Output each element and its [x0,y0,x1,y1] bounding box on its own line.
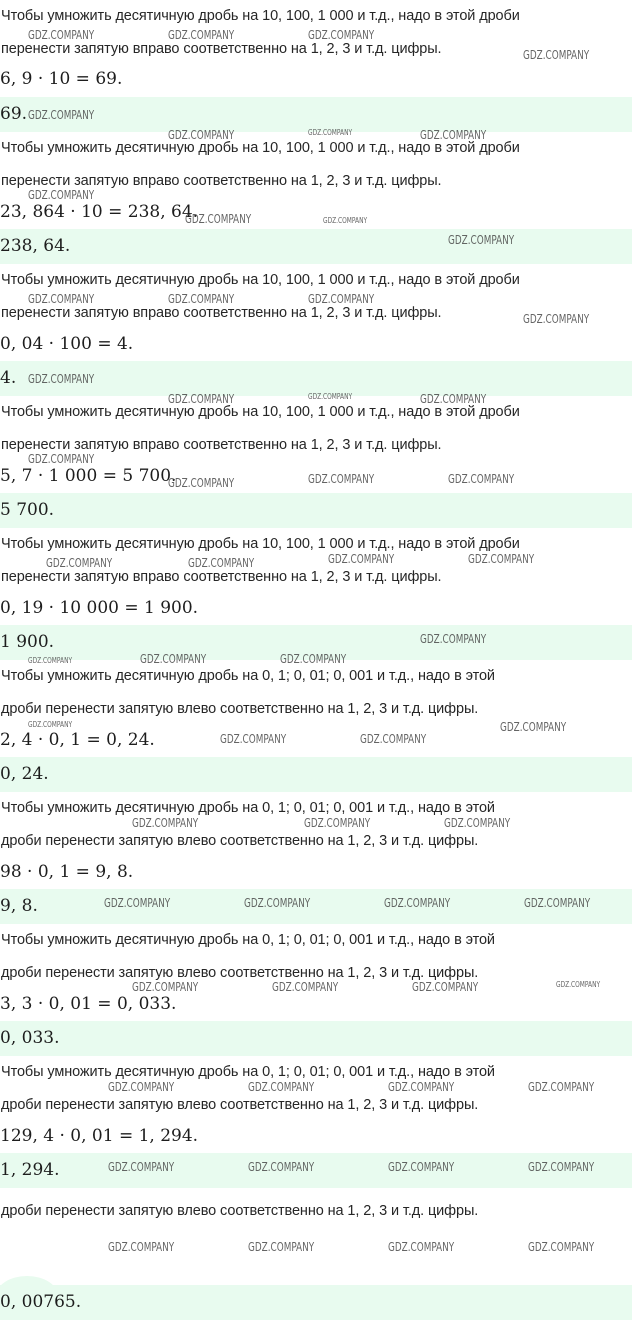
answer-text: 1, 294. [0,1160,60,1180]
rule-line: Чтобы умножить десятичную дробь на 0, 1; 0, 01; 0, 001 и т.д., надо в этой [1,932,495,948]
answer-text: 5 700. [0,500,55,520]
watermark-text: GDZ.COMPANY [360,732,427,746]
rule-line: Чтобы умножить десятичную дробь на 10, 100, 1 000 и т.д., надо в этой дроби [1,536,520,552]
watermark-text: GDZ.COMPANY [104,896,171,910]
answer-row [0,1021,632,1056]
watermark-text: GDZ.COMPANY [280,652,347,666]
equation: 5, 7 · 1 000 = 5 700. [0,466,177,486]
rule-text [1,660,632,726]
watermark-text: GDZ.COMPANY [140,652,207,666]
watermark-text: GDZ.COMPANY [308,28,375,42]
answer-text: 1 900. [0,632,55,652]
watermark-text: GDZ.COMPANY [308,392,353,401]
watermark-text: GDZ.COMPANY [420,128,487,142]
watermark-text: GDZ.COMPANY [524,896,591,910]
rule-line: перенести запятую вправо соответственно на 1, 2, 3 и т.д. цифры. [1,305,442,321]
watermark-text: GDZ.COMPANY [28,720,73,729]
watermark-text: GDZ.COMPANY [28,108,95,122]
watermark-text: GDZ.COMPANY [272,980,339,994]
rule-line: дроби перенести запятую влево соответственно на 1, 2, 3 и т.д. цифры. [1,1203,479,1219]
answer-text: 0, 00765. [0,1292,82,1312]
watermark-text: GDZ.COMPANY [308,472,375,486]
rule-line: дроби перенести запятую влево соответственно на 1, 2, 3 и т.д. цифры. [1,965,479,981]
watermark-text: GDZ.COMPANY [384,896,451,910]
watermark-text: GDZ.COMPANY [448,233,515,247]
watermark-text: GDZ.COMPANY [412,980,479,994]
answer-row [0,757,632,792]
equation: 6, 9 · 10 = 69. [0,69,123,89]
equation: 0, 04 · 100 = 4. [0,334,134,354]
rule-text [1,396,632,462]
watermark-text: GDZ.COMPANY [248,1080,315,1094]
watermark-text: GDZ.COMPANY [46,556,113,570]
equation: 0, 19 · 10 000 = 1 900. [0,598,199,618]
watermark-text: GDZ.COMPANY [468,552,535,566]
rule-text [1,1195,632,1228]
answer-row [0,493,632,528]
answer-text: 69. [0,104,28,124]
watermark-text: GDZ.COMPANY [220,732,287,746]
watermark-text: GDZ.COMPANY [168,28,235,42]
watermark-text: GDZ.COMPANY [168,392,235,406]
rule-line: Чтобы умножить десятичную дробь на 0, 1; 0, 01; 0, 001 и т.д., надо в этой [1,1064,495,1080]
answer-text: 238, 64. [0,236,71,256]
rule-line: перенести запятую вправо соответственно на 1, 2, 3 и т.д. цифры. [1,437,442,453]
watermark-text: GDZ.COMPANY [448,472,515,486]
watermark-text: GDZ.COMPANY [248,1240,315,1254]
watermark-text: GDZ.COMPANY [304,816,371,830]
watermark-text: GDZ.COMPANY [185,212,252,226]
watermark-text: GDZ.COMPANY [308,128,353,137]
rule-line: Чтобы умножить десятичную дробь на 0, 1; 0, 01; 0, 001 и т.д., надо в этой [1,668,495,684]
answer-text: 9, 8. [0,896,38,916]
answer-row [0,97,632,132]
watermark-text: GDZ.COMPANY [523,312,590,326]
rule-line: Чтобы умножить десятичную дробь на 10, 100, 1 000 и т.д., надо в этой дроби [1,404,520,420]
rule-line: Чтобы умножить десятичную дробь на 10, 100, 1 000 и т.д., надо в этой дроби [1,140,520,156]
watermark-text: GDZ.COMPANY [444,816,511,830]
watermark-text: GDZ.COMPANY [528,1240,595,1254]
equation: 3, 3 · 0, 01 = 0, 033. [0,994,177,1014]
answer-row [0,1285,632,1320]
watermark-text: GDZ.COMPANY [323,216,368,225]
watermark-text: GDZ.COMPANY [420,632,487,646]
rule-line: дроби перенести запятую влево соответственно на 1, 2, 3 и т.д. цифры. [1,1097,479,1113]
watermark-text: GDZ.COMPANY [420,392,487,406]
rule-line: дроби перенести запятую влево соответственно на 1, 2, 3 и т.д. цифры. [1,701,479,717]
rule-line: Чтобы умножить десятичную дробь на 0, 1; 0, 01; 0, 001 и т.д., надо в этой [1,800,495,816]
watermark-text: GDZ.COMPANY [108,1160,175,1174]
rule-line: дроби перенести запятую влево соответственно на 1, 2, 3 и т.д. цифры. [1,833,479,849]
equation: 2, 4 · 0, 1 = 0, 24. [0,730,155,750]
watermark-text: GDZ.COMPANY [28,28,95,42]
watermark-text: GDZ.COMPANY [168,476,235,490]
watermark-text: GDZ.COMPANY [248,1160,315,1174]
watermark-text: GDZ.COMPANY [132,980,199,994]
equation: 98 · 0, 1 = 9, 8. [0,862,134,882]
watermark-text: GDZ.COMPANY [28,372,95,386]
rule-line: перенести запятую вправо соответственно на 1, 2, 3 и т.д. цифры. [1,41,442,57]
answer-text: 0, 24. [0,764,49,784]
watermark-text: GDZ.COMPANY [556,980,601,989]
watermark-text: GDZ.COMPANY [28,188,95,202]
watermark-text: GDZ.COMPANY [28,656,73,665]
watermark-text: GDZ.COMPANY [168,128,235,142]
watermark-text: GDZ.COMPANY [388,1080,455,1094]
watermark-text: GDZ.COMPANY [523,48,590,62]
rule-line: перенести запятую вправо соответственно на 1, 2, 3 и т.д. цифры. [1,569,442,585]
watermark-text: GDZ.COMPANY [388,1240,455,1254]
watermark-text: GDZ.COMPANY [388,1160,455,1174]
watermark-text: GDZ.COMPANY [108,1240,175,1254]
rule-line: Чтобы умножить десятичную дробь на 10, 100, 1 000 и т.д., надо в этой дроби [1,272,520,288]
watermark-text: GDZ.COMPANY [168,292,235,306]
equation: 129, 4 · 0, 01 = 1, 294. [0,1126,199,1146]
answer-text: 0, 033. [0,1028,60,1048]
watermark-text: GDZ.COMPANY [308,292,375,306]
answer-row [0,361,632,396]
watermark-text: GDZ.COMPANY [528,1080,595,1094]
answer-text: 4. [0,368,17,388]
rule-line: перенести запятую вправо соответственно на 1, 2, 3 и т.д. цифры. [1,173,442,189]
watermark-text: GDZ.COMPANY [188,556,255,570]
watermark-text: GDZ.COMPANY [528,1160,595,1174]
watermark-text: GDZ.COMPANY [28,292,95,306]
answer-row [0,229,632,264]
watermark-text: GDZ.COMPANY [328,552,395,566]
watermark-text: GDZ.COMPANY [244,896,311,910]
rule-text [1,132,632,198]
rule-line: Чтобы умножить десятичную дробь на 10, 100, 1 000 и т.д., надо в этой дроби [1,8,520,24]
equation: 23, 864 · 10 = 238, 64. [0,202,199,222]
watermark-text: GDZ.COMPANY [500,720,567,734]
watermark-text: GDZ.COMPANY [28,452,95,466]
watermark-text: GDZ.COMPANY [108,1080,175,1094]
watermark-text: GDZ.COMPANY [132,816,199,830]
